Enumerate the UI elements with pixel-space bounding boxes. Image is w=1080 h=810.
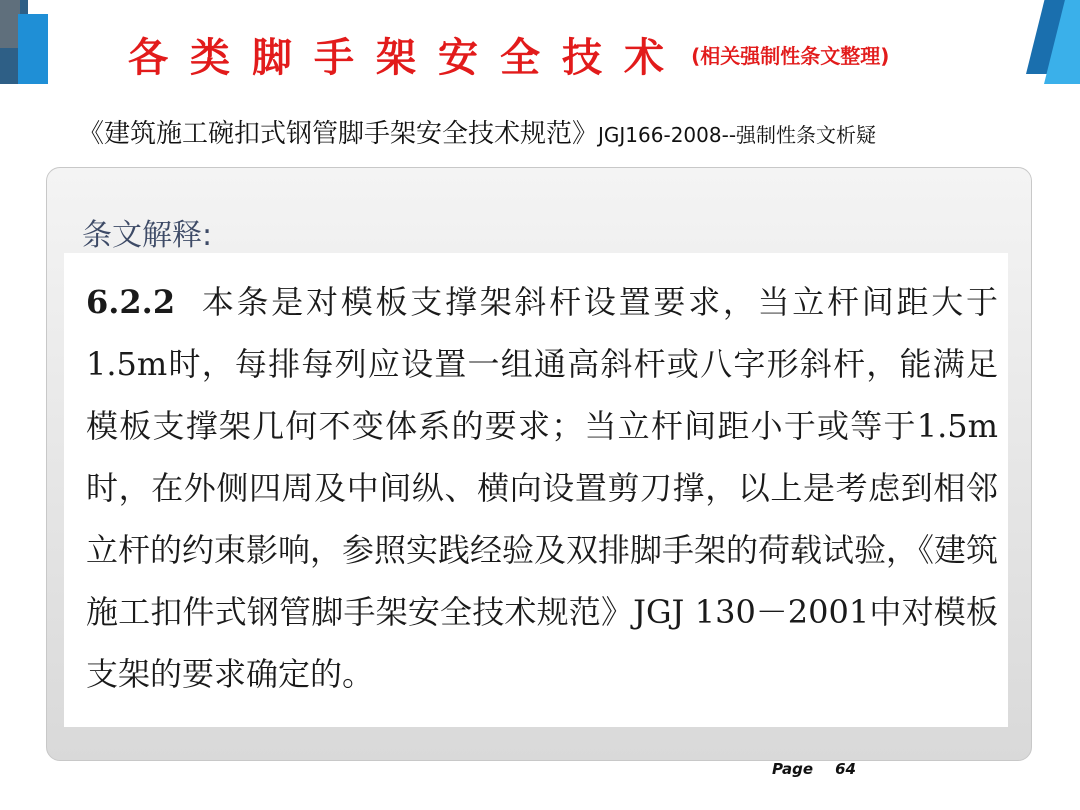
clause-number: 6.2.2	[86, 283, 176, 321]
page-footer	[772, 760, 856, 778]
slide-title	[128, 26, 889, 83]
clause-body: 本条是对模板支撑架斜杆设置要求，当立杆间距大于1.5m时，每排每列应设置一组通高斜杆或八字形斜杆，能满足模板支撑架几何不变体系的要求；当立杆间距小于或等于1.5m时，在外侧四周及中间纵、横向设置剪刀撑，以上是考虑到相邻立杆的约束影响，参照实践经验及双排脚手架的荷载试验，《建筑施工扣件式钢管脚手架安全技术规范》JGJ 130－2001中对模板支架的要求确定的。	[86, 283, 999, 693]
corner-decoration-left-blue	[18, 14, 48, 84]
page-label: Page	[772, 760, 814, 778]
document-subtitle	[78, 113, 876, 150]
slide-title-sub: (相关强制性条文整理)	[691, 44, 890, 68]
subtitle-suffix: 强制性条文析疑	[736, 123, 877, 147]
panel-heading: 条文解释:	[82, 218, 213, 253]
slide-title-main: 各类脚手架安全技术	[128, 35, 686, 81]
page-number: 64	[835, 760, 856, 778]
subtitle-code: JGJ166-2008--	[598, 123, 737, 147]
clause-text	[86, 271, 998, 705]
corner-decoration-left-gray	[0, 0, 20, 48]
subtitle-book-name: 《建筑施工碗扣式钢管脚手架安全技术规范》	[78, 119, 599, 149]
